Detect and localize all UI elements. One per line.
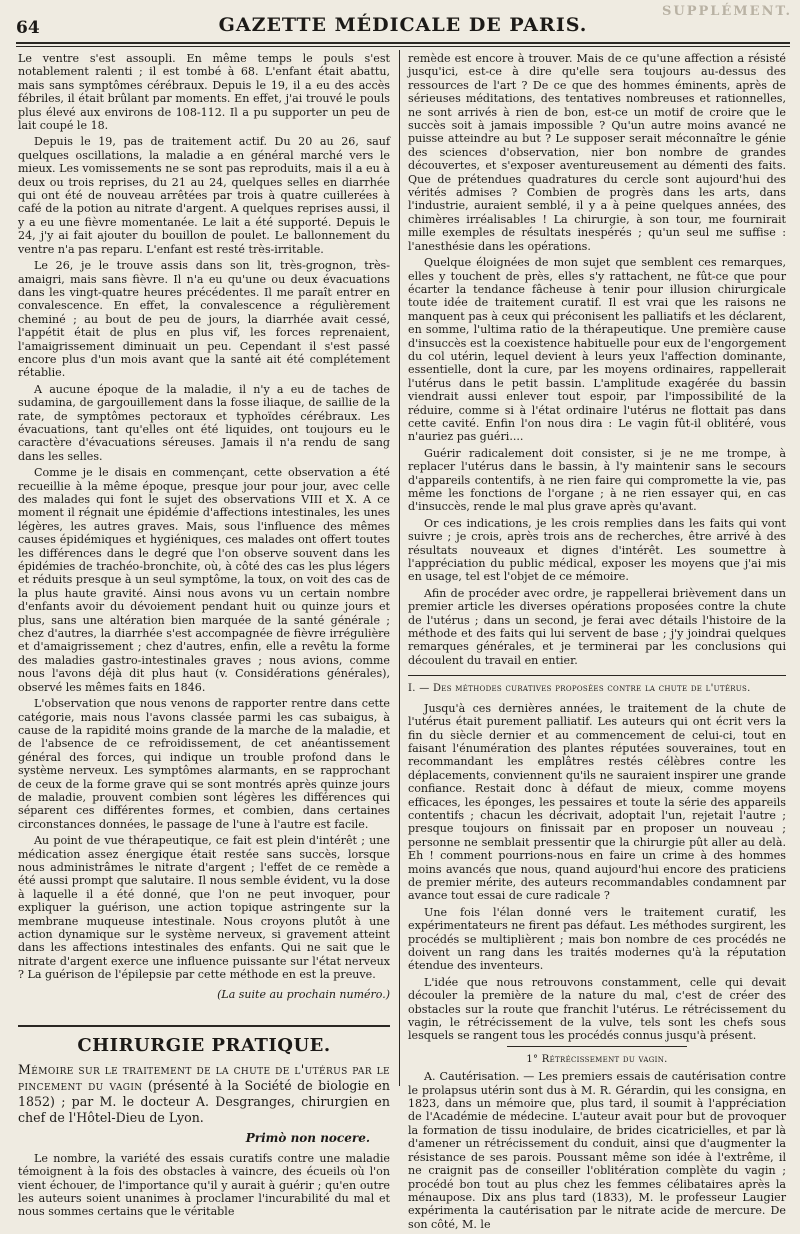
left-column [18, 52, 390, 1222]
paragraph: A. Cautérisation. — Les premiers essais de cautérisation contre le prolapsus utérin sont dus à M. R. Gérardin, qui les consigna, en 1823, dans un mémoire que, plus tard, il soumit à l'appréciation de l'Académie de médecine. L'auteur avait pour but de provoquer la formation de tissu inodulaire, de brides cicatricielles, et par là d'amener un rétrécissement du conduit, ainsi que d'augmenter la résistance de ses parois. Poussant même son idée à l'extrême, il ne craignit pas de conseiller l'oblitération complète du vagin ; procédé bon tout au plus chez les femmes célibataires après la ménaupose. Dix ans plus tard (1833), M. le professeur Laugier expérimenta la cautérisation par le nitrate acide de mercure. De son côté, M. le [408, 1070, 786, 1231]
page-number: 64 [16, 18, 40, 38]
paragraph: Or ces indications, je les crois remplies dans les faits qui vont suivre ; je crois, après trois ans de recherches, être arrivé à des résultats nouveaux et dignes d'intérêt. Les soumettre à l'appréciation du public médical, exposer les moyens que j'ai mis en usage, tel est l'objet de ce mémoire. [408, 516, 786, 584]
section-title: CHIRURGIE PRATIQUE. [77, 1035, 331, 1057]
subsection-title: I. — Des méthodes curatives proposées contre la chute de l'utérus. [408, 675, 786, 695]
paragraph: Depuis le 19, pas de traitement actif. Du 20 au 26, sauf quelques oscillations, la maladie a en général marché vers le mieux. Les vomissements ne se sont pas reproduits, mais il a eu à deux ou trois reprises, du 21 au 24, quelques selles en diarrhée qui ont été de nouveau arrêtées par trois à quatre cuillerées à café de la potion au nitrate d'argent. A quelques reprises aussi, il y a eu une fièvre momentanée. Le lait a été supporté. Depuis le 24, j'y ai fait ajouter du bouillon de poulet. Le ballonnement du ventre n'a pas reparu. L'enfant est resté très-irritable. [18, 135, 390, 256]
show-through-text: SUPPLÉMENT. [661, 4, 792, 19]
paragraph: L'idée que nous retrouvons constamment, celle qui devait découler la première de la nature du mal, c'est de créer des obstacles sur la route que franchit l'utérus. Le rétrécissement du vagin, le rétrécissement de la vulve, tels sont les chefs sous lesquels se rangent tous les procédés connus jusqu'à présent. [408, 975, 786, 1043]
memoir-heading [18, 1062, 390, 1126]
memoir-title: Mémoire sur le traitement de la chute de l'utérus par le pincement du vagin [18, 1062, 390, 1094]
publication-title: GAZETTE MÉDICALE DE PARIS. [218, 14, 588, 36]
section-rule [18, 1025, 390, 1027]
section-header [18, 1025, 390, 1057]
paragraph: remède est encore à trouver. Mais de ce qu'une affection a résisté jusqu'ici, est-ce à dire qu'elle sera toujours au-dessus des ressources de l'art ? De ce que des hommes éminents, après de sérieuses méditations, des tentatives nombreuses et rationnelles, ne sont arrivés à rien de bon, est-ce un motif de croire que le succès soit à jamais impossible ? Qu'un autre moins avancé ne puisse atteindre au but ? Le supposer serait méconnaître le génie des sciences d'observation, nier bon nombre de grandes découvertes, et s'exposer aventureusement au démenti des faits. Que de prétendues quadratures du cercle sont aujourd'hui des vérités admises ? Combien de progrès dans les arts, dans l'industrie, auraient semblé, il y a à peine quelques années, des chimères irréalisables ! La chirurgie, à son tour, me fournirait mille exemples de résultats inespérés ; qu'un seul me suffise : l'anesthésie dans les opérations. [408, 52, 786, 253]
paragraph: Une fois l'élan donné vers le traitement curatif, les expérimentateurs ne firent pas défaut. Les méthodes surgirent, les procédés se multiplièrent ; mais bon nombre de ces procédés ne doivent un rang dans les traités modernes qu'à la réputation étendue des inventeurs. [408, 905, 786, 973]
header-rule [16, 42, 790, 44]
paragraph: A aucune époque de la maladie, il n'y a eu de taches de sudamina, de gargouillement dans la fosse iliaque, de saillie de la rate, de symptômes pectoraux et typhoïdes cérébraux. Les évacuations, tant qu'elles ont été liquides, ont toujours eu le caractère d'évacuations séreuses. Jamais il n'a rendu de sang dans les selles. [18, 382, 390, 463]
paragraph: Afin de procéder avec ordre, je rappellerai brièvement dans un premier article les diverses opérations proposées contre la chute de l'utérus ; dans un second, je ferai avec détails l'histoire de la méthode et des faits qui lui servent de base ; j'y joindrai quelques remarques générales, et je terminerai par les conclusions qui découlent du travail en entier. [408, 586, 786, 667]
page-header [16, 8, 790, 44]
paragraph: Guérir radicalement doit consister, si je ne me trompe, à replacer l'utérus dans le bassin, à l'y maintenir sans le secours d'appareils contentifs, à ne rien faire qui compromette la vie, pas même les fonctions de l'organe ; à ne rien essayer qui, en cas d'insuccès, rende le mal plus grave après qu'avant. [408, 446, 786, 514]
continuation-note: (La suite au prochain numéro.) [217, 987, 390, 1001]
paragraph: Le nombre, la variété des essais curatifs contre une maladie témoignent à la fois des obstacles à vaincre, des écueils où l'on vient échouer, de l'importance qu'il y aurait à guérir ; qu'en outre les auteurs soient unanimes à proclamer l'incurabilité du mal et nous sommes certains que le véritable [18, 1151, 390, 1219]
subhead-rule [507, 1046, 687, 1047]
paragraph: Quelque éloignées de mon sujet que semblent ces remarques, elles y touchent de près, elles s'y rattachent, ne fût-ce que pour écarter la tendance fâcheuse à tenir pour illusion chirurgicale toute idée de traitement curatif. Il est vrai que les raisons ne manquent pas à ceux qui préconisent les palliatifs et les déclarent, en somme, l'ultima ratio de la thérapeutique. Une première cause d'insuccès est la coexistence habituelle pour eux de l'engorgement du col utérin, lequel devient à leurs yeux l'affection dominante, essentielle, dont la cure, par les moyens ordinaires, rappellerait l'utérus dans le petit bassin. L'amplitude exagérée du bassin viendrait aussi enlever tout espoir, par l'impossibilité de la réduire, comme si à l'état ordinaire l'utérus ne flottait pas dans cette cavité. Enfin l'on nous dira : Le vagin fût-il oblitéré, vous n'auriez pas guéri.... [408, 256, 786, 444]
paragraph: Le ventre s'est assoupli. En même temps le pouls s'est notablement ralenti ; il est tombé à 68. L'enfant était abattu, mais sans symptômes cérébraux. Depuis le 19, il a eu des accès fébriles, il était brûlant par moments. En effet, j'ai trouvé le pouls plus élevé aux environs de 108-112. Il a pu supporter un peu de lait coupé le 18. [18, 52, 390, 133]
paragraph: L'observation que nous venons de rapporter rentre dans cette catégorie, mais nous l'avons classée parmi les cas subaigus, à cause de la rapidité moins grande de la marche de la maladie, et de l'absence de ce refroidissement, de cet anéantissement général des forces, qui indique un trouble profond dans le système nerveux. Les symptômes alarmants, en se rapprochant de ceux de la forme grave qui se sont montrés après quinze jours de maladie, prouvent combien sont légères les différences qui séparent ces différentes formes, et combien, dans certaines circonstances données, le passage de l'une à l'autre est facile. [18, 697, 390, 831]
paragraph: Jusqu'à ces dernières années, le traitement de la chute de l'utérus était purement palliatif. Les auteurs qui ont écrit vers la fin du siècle dernier et au commencement de celui-ci, tout en faisant l'énumération des plantes réputées souveraines, tout en recommandant les emplâtres restés célèbres contre les déplacements, conviennent qu'ils ne sauraient inspirer une grande confiance. Restait donc à défaut de mieux, comme moyens efficaces, les éponges, les pessaires et toute la série des appareils contentifs ; chacun les décrivait, adoptait l'un, rejetait l'autre ; presque toujours on finissait par en proposer un nouveau ; personne ne semblait pressentir que la chirurgie pût aller au delà. Eh ! comment pourrions-nous en faire un crime à des hommes moins avancés que nous, quand aujourd'hui encore des praticiens de premier mérite, des auteurs recommandables condamnent par avance tout essai de cure radicale ? [408, 701, 786, 903]
motto: Primò non nocere. [245, 1131, 370, 1146]
paragraph: Le 26, je le trouve assis dans son lit, très-grognon, très-amaigri, mais sans fièvre. Il n'a eu qu'une ou deux évacuations dans les vingt-quatre heures précédentes. Il me paraît entrer en convalescence. En effet, la convalescence a régulièrement cheminé ; au bout de peu de jours, la diarrhée avait cessé, l'appétit était de plus en plus vif, les forces reprenaient, l'amaigrissement diminuait un peu. Cependant il s'est passé encore plus d'un mois avant que la santé ait été complétement rétablie. [18, 259, 390, 380]
right-column [408, 52, 786, 1234]
paragraph: Comme je le disais en commençant, cette observation a été recueillie à la même époque, presque jour pour jour, avec celle des malades qui font le sujet des observations VIII et X. A ce moment il régnait une épidémie d'affections intestinales, les unes légères, les autres graves. Mais, sous l'influence des mêmes causes épidémiques et hygiéniques, ces malades ont offert toutes les différences dans le degré que l'on observe souvent dans les épidémies de trachéo-bronchite, où, à côté des cas les plus légers et réduits presque à un seul symptôme, la toux, on voit des cas de la plus haute gravité. Ainsi nous avons vu un certain nombre d'enfants avoir du dévoiement pendant huit ou quinze jours et plus, sans une altération bien marquée de la santé générale ; chez d'autres, la diarrhée s'est accompagnée de fièvre irrégulière et d'amaigrissement ; chez d'autres, enfin, elle a revêtu la forme des maladies gastro-intestinales graves ; nous avions, comme nous l'avons déjà dit plus haut (v. Considérations générales), observé les mêmes faits en 1846. [18, 466, 390, 694]
column-divider [399, 50, 400, 1086]
header-rule-thin [16, 46, 790, 47]
subsection-heading: 1° Rétrécissement du vagin. [526, 1053, 668, 1065]
memoir-author: (présenté à la Société de biologie en 1852) ; par M. le docteur A. Desgranges, chirurgien en chef de l'Hôtel-Dieu de Lyon. [18, 1078, 390, 1126]
paragraph: Au point de vue thérapeutique, ce fait est plein d'intérêt ; une médication assez énergique était restée sans succès, lorsque nous administrâmes le nitrate d'argent ; l'effet de ce remède a été aussi prompt que salutaire. Il nous semble évident, vu la dose à laquelle il a été donné, que l'on ne peut invoquer, pour expliquer la guérison, une action topique astringente sur la membrane muqueuse intestinale. Nous croyons plutôt à une action dynamique sur le système nerveux, si gravement atteint dans les affections intestinales des enfants. Qui ne sait que le nitrate d'argent exerce une influence puissante sur l'état nerveux ? La guérison de l'épilepsie par cette méthode en est la preuve. [18, 834, 390, 982]
